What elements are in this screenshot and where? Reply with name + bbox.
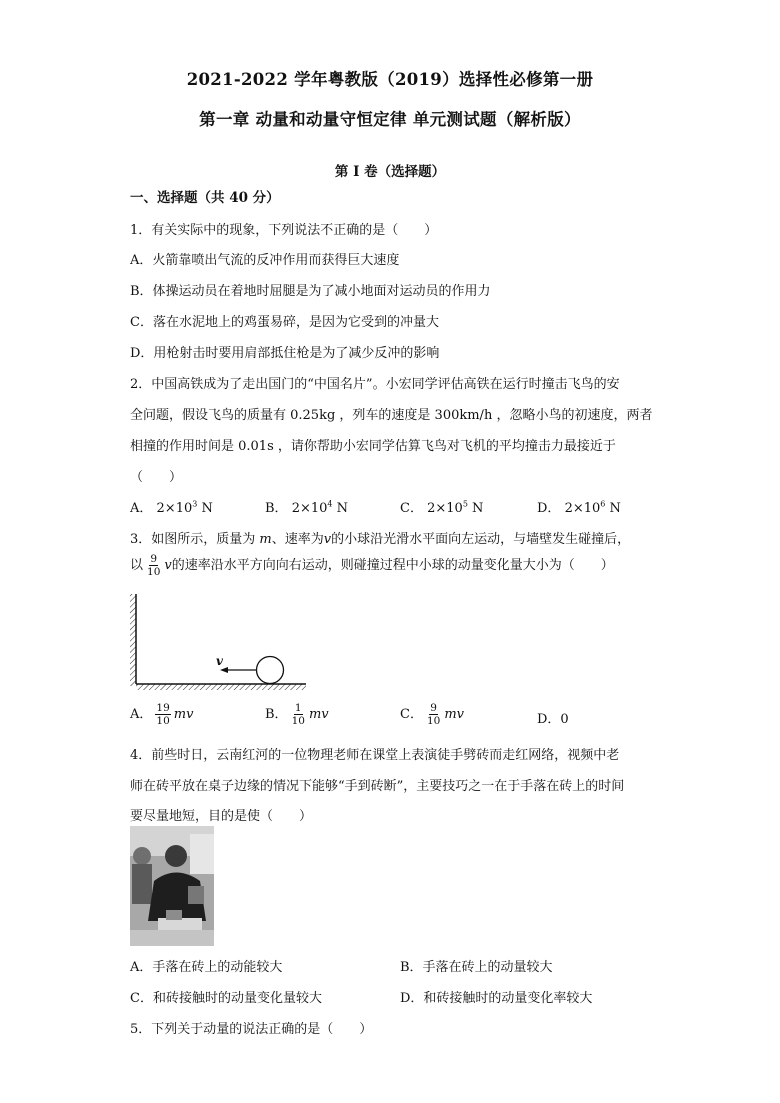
fraction-9-10: $\frac{9}{10}$	[147, 553, 161, 579]
document-title-line2: 第一章 动量和动量守恒定律 单元测试题（解析版）	[199, 110, 581, 129]
collision-figure-svg	[128, 592, 318, 692]
section-heading: 一、选择题（共 40 分）	[130, 190, 280, 206]
document-title-line1: 2021-2022 学年粤教版（2019）选择性必修第一册	[186, 70, 594, 89]
ball	[257, 657, 284, 684]
q1-option-a: A．火箭靠喷出气流的反冲作用而获得巨大速度	[130, 253, 400, 268]
floor-hatch	[136, 684, 306, 690]
q2-option-c: C． $2\times 10^5$ N	[400, 499, 484, 516]
q4-option-c: C．和砖接触时的动量变化量较大	[130, 991, 322, 1006]
q4-line2: 师在砖平放在桌子边缘的情况下能够“手到砖断”，主要技巧之一在于手落在砖上的时间	[130, 779, 625, 794]
volume-heading: 第 I 卷（选择题）	[334, 164, 446, 180]
q3-option-b: B． $\frac{1}{10}$ mv	[265, 702, 329, 728]
q1-option-c: C．落在水泥地上的鸡蛋易碎，是因为它受到的冲量大	[130, 315, 439, 330]
q4-line1: 4．前些时日，云南红河的一位物理老师在课堂上表演徒手劈砖而走红网络，视频中老	[130, 748, 620, 763]
q3-option-a: A． $\frac{19}{10}$ mv	[130, 702, 194, 728]
teacher-photo-svg	[130, 826, 214, 946]
wall-hatch	[130, 594, 136, 686]
teacher-photo	[130, 826, 214, 946]
q1-option-d: D．用枪射击时要用肩部抵住枪是为了减少反冲的影响	[130, 346, 440, 361]
q4-option-b: B．手落在砖上的动量较大	[400, 960, 553, 975]
q4-line3: 要尽量地短，目的是使（ ）	[130, 809, 313, 824]
q1-stem: 1．有关实际中的现象，下列说法不正确的是（ ）	[130, 223, 438, 238]
q4-option-d: D．和砖接触时的动量变化率较大	[400, 991, 593, 1006]
q4-option-a: A．手落在砖上的动能较大	[130, 960, 283, 975]
q5-stem: 5．下列关于动量的说法正确的是（ ）	[130, 1022, 373, 1037]
collision-figure	[128, 592, 318, 692]
q3-line2: 以 $\frac{9}{10}$ v的速率沿水平方向向右运动，则碰撞过程中小球的动量变化量大小为（ ）	[130, 553, 614, 579]
q3-option-d: D．0	[537, 712, 569, 727]
q2-option-a: A． $2\times 10^3$ N	[130, 499, 213, 516]
q3-line1: 3．如图所示，质量为 m、速率为v的小球沿光滑水平面向左运动，与墙壁发生碰撞后，	[130, 532, 631, 547]
q2-line3: 相撞的作用时间是 0.01s ，请你帮助小宏同学估算飞鸟对飞机的平均撞击力最接近于	[130, 439, 616, 454]
q3-option-c: C． $\frac{9}{10}$ mv	[400, 702, 464, 728]
q2-line2: 全问题，假设飞鸟的质量有 0.25kg ，列车的速度是 300km/h ，忽略小鸟的初速度，两者	[130, 408, 653, 423]
q2-line4: （ ）	[130, 470, 183, 485]
q2-line1: 2．中国高铁成为了走出国门的“中国名片”。小宏同学评估高铁在运行时撞击飞鸟的安	[130, 377, 620, 392]
q2-option-b: B． $2\times 10^4$ N	[265, 499, 349, 516]
q2-option-d: D． $2\times 10^6$ N	[537, 499, 621, 516]
q1-option-b: B．体操运动员在着地时屈腿是为了减小地面对运动员的作用力	[130, 284, 491, 299]
velocity-label: v	[216, 654, 223, 668]
